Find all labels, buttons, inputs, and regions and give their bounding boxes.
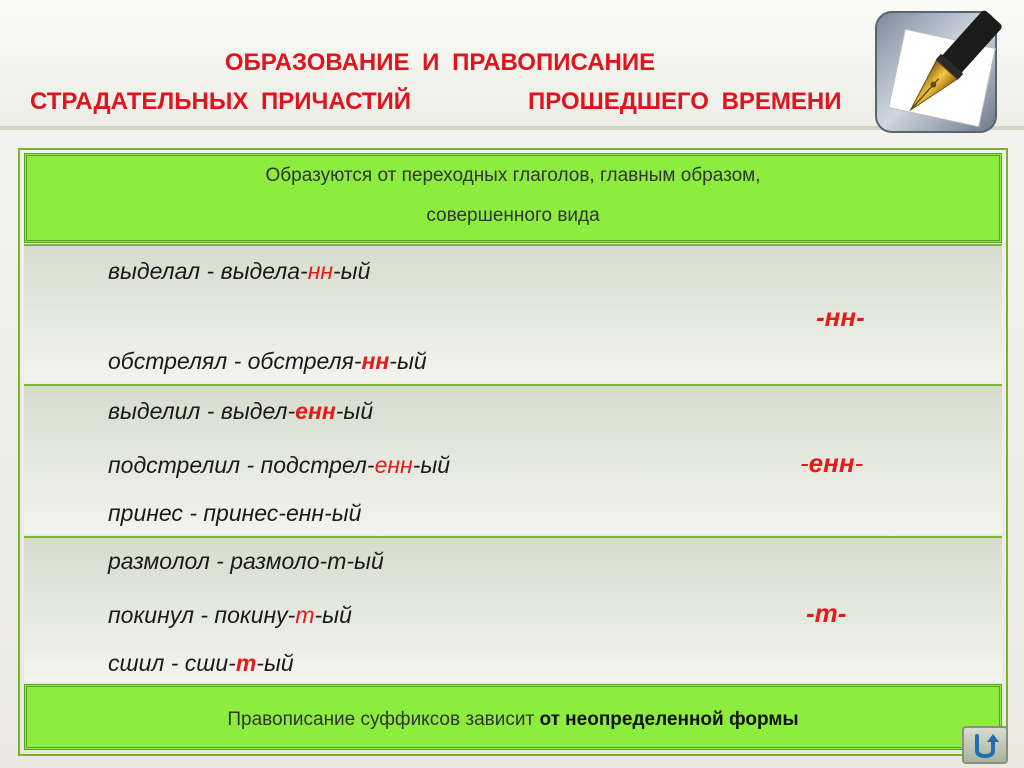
group-nn xyxy=(24,244,1002,382)
example-row: выделил - выдел-енн-ый xyxy=(108,398,374,424)
conclusion-text: Правописание суффиксов зависит от неопределенной формы xyxy=(227,709,799,730)
slide-title-line-2 xyxy=(30,88,870,116)
suffix-label-nn: -нн- xyxy=(816,302,865,332)
group-enn xyxy=(24,384,1002,534)
suffix-label-t: -т- xyxy=(806,598,847,628)
example-row: выделал - выдела-нн-ый xyxy=(108,258,371,284)
return-button[interactable] xyxy=(962,726,1008,764)
slide-title-line-1: ОБРАЗОВАНИЕ И ПРАВОПИСАНИЕ xyxy=(224,49,656,76)
title-part-a: СТРАДАТЕЛЬНЫХ ПРИЧАСТИЙ xyxy=(30,88,412,115)
example-row: подстрелил - подстрел-енн-ый xyxy=(108,452,451,478)
example-row: сшил - сши-т-ый xyxy=(108,650,294,676)
group-t xyxy=(24,536,1002,682)
title-part-b: ПРОШЕДШЕГО ВРЕМЕНИ xyxy=(528,88,842,115)
example-row: обстрелял - обстреля-нн-ый xyxy=(108,348,427,374)
example-row: размолол - размоло-т-ый xyxy=(108,548,384,574)
example-row: покинул - покину-т-ый xyxy=(108,602,352,628)
definition-line-2: совершенного вида xyxy=(426,205,600,226)
fountain-pen-icon xyxy=(868,8,1008,148)
definition-line-1: Образуются от переходных глаголов, главным образом, xyxy=(265,165,761,186)
return-arrow-icon xyxy=(964,728,1006,762)
example-row: принес - принес-енн-ый xyxy=(108,500,362,526)
suffix-label-enn: -енн- xyxy=(800,448,864,478)
conclusion-row xyxy=(24,684,1002,750)
definition-row xyxy=(24,153,1002,243)
